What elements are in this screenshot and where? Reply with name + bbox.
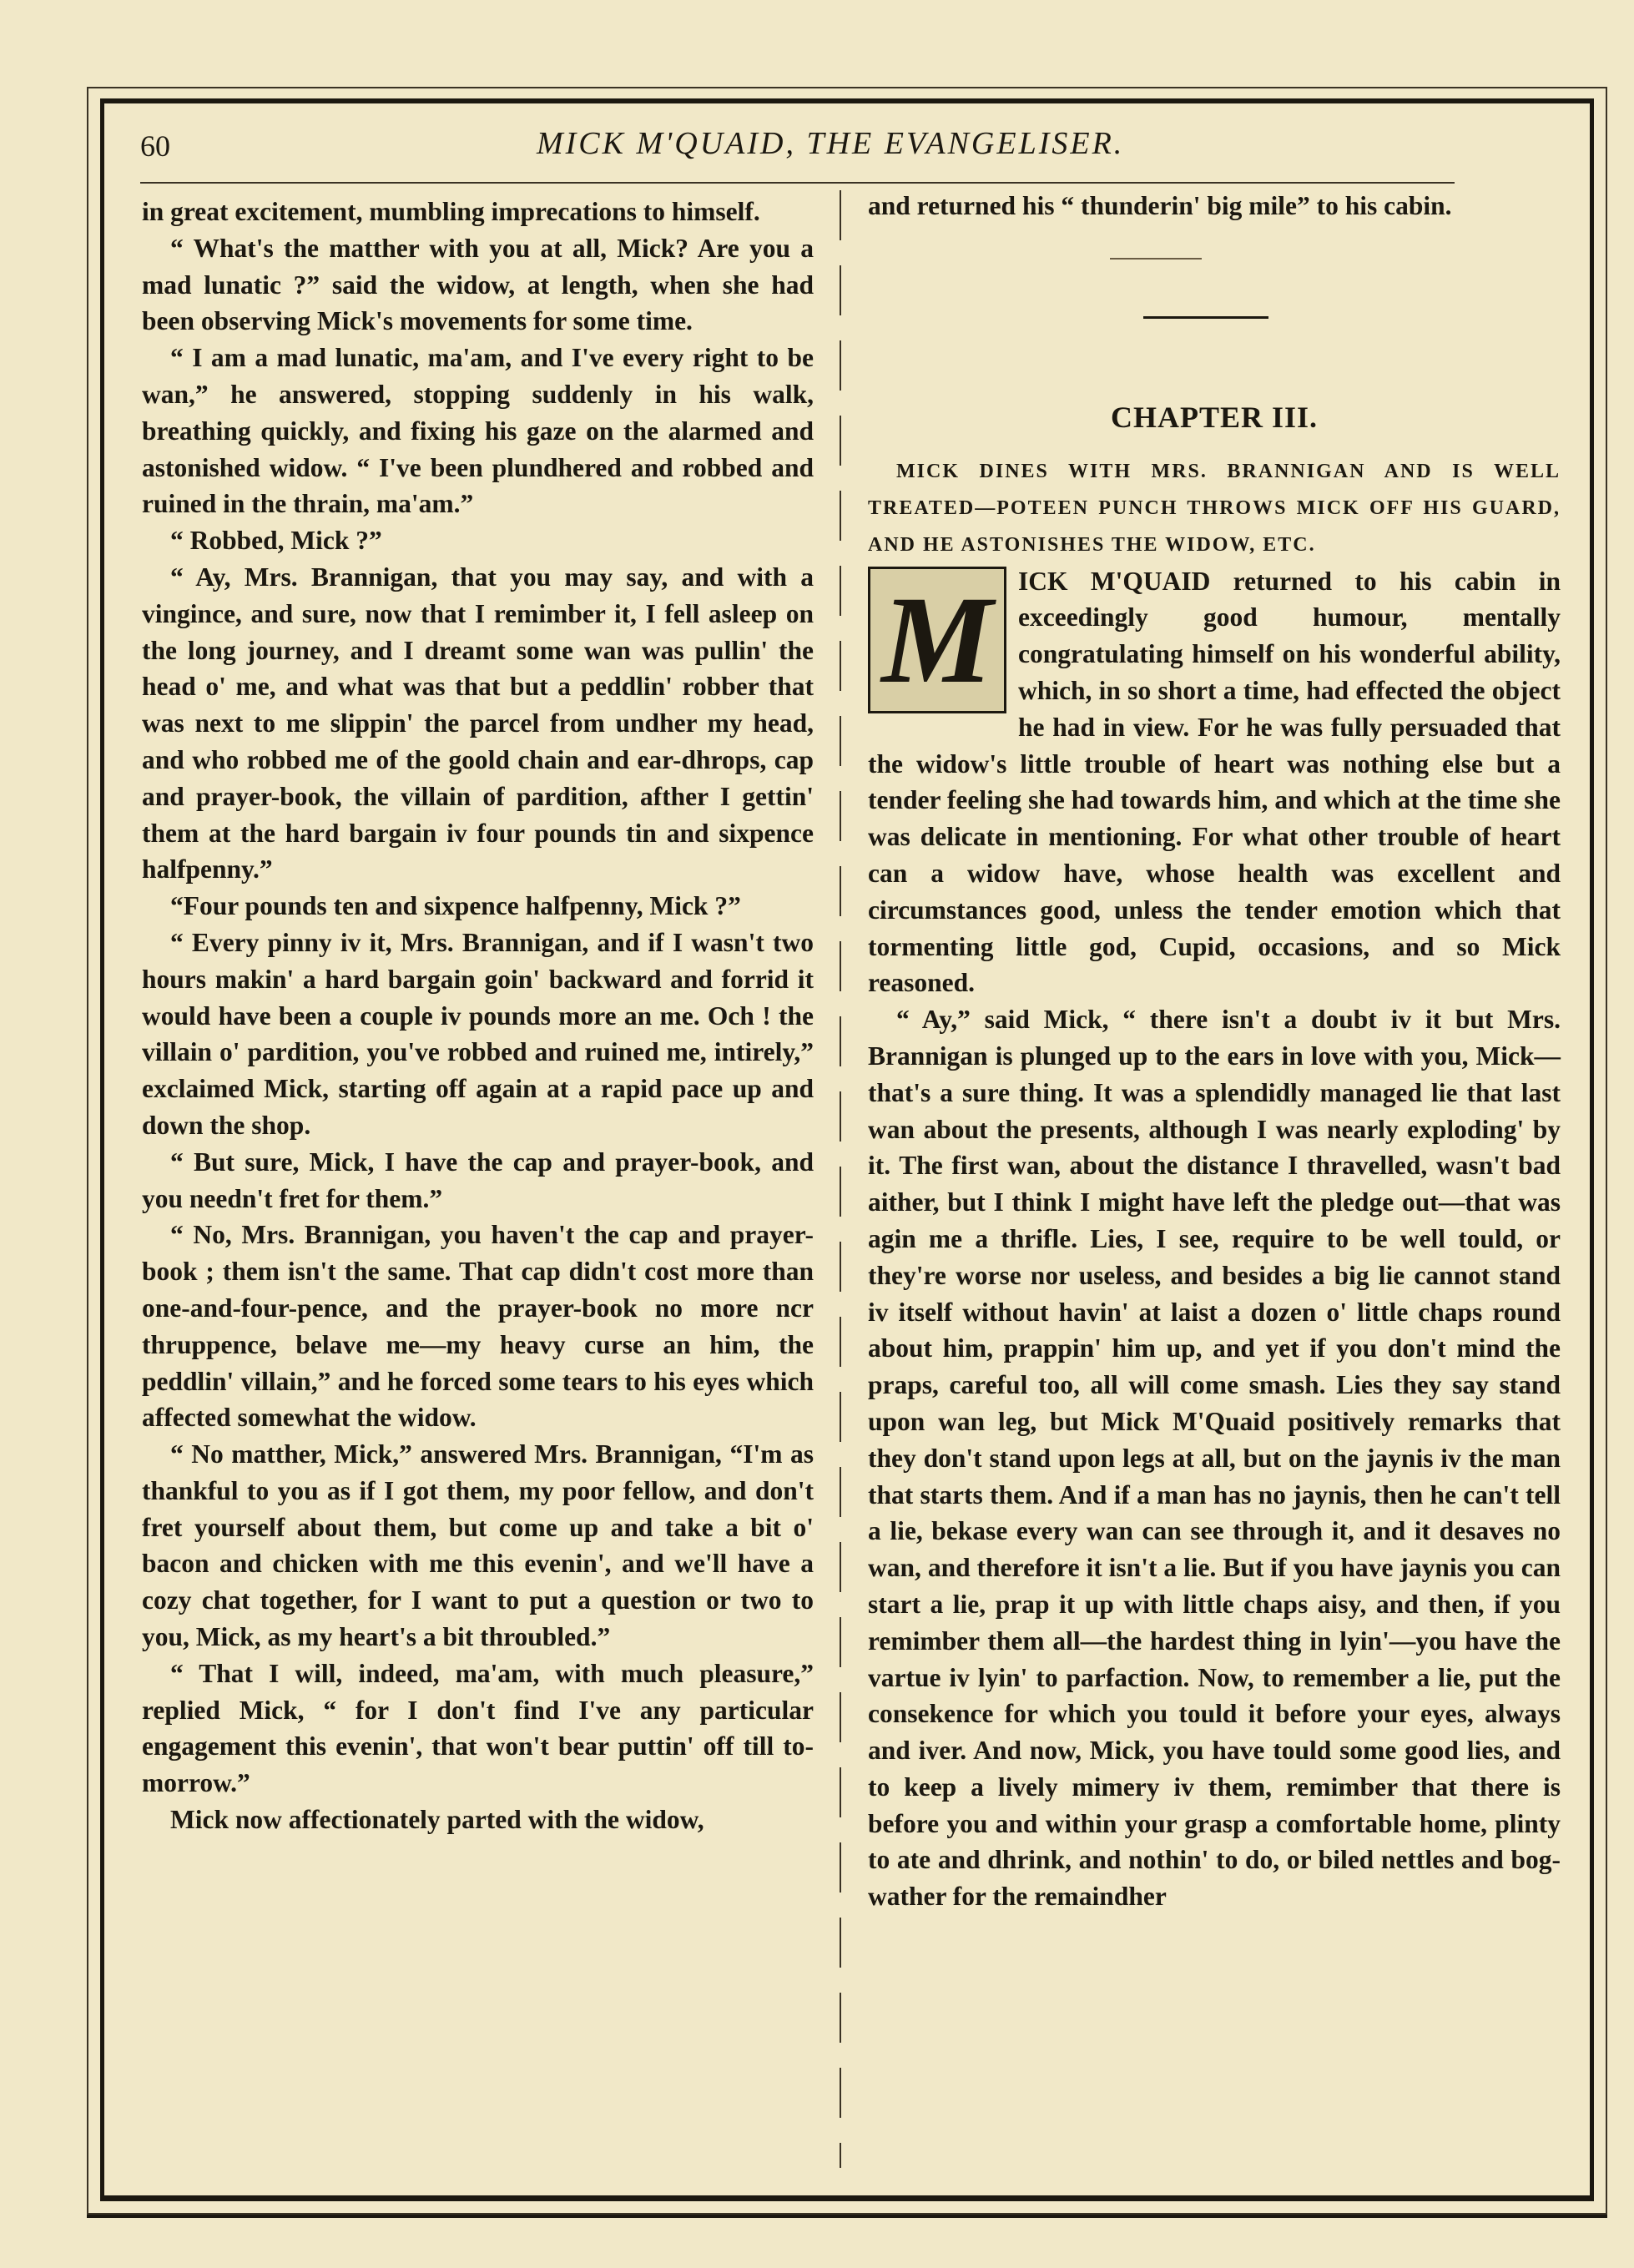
paragraph: “ But sure, Mick, I have the cap and prayer-book, and you needn't fret for them.” [142,1147,814,1213]
ornament-rule [1143,316,1268,319]
paragraph: “ Every pinny iv it, Mrs. Brannigan, and if I wasn't two hours makin' a hard bargain goin' backward and forrid it would have been a couple iv pounds more an me. Och ! the villain o' pardition, you've robbed and ruined me, intirely,” exclaimed Mick, starting off again at a rapid pace up and down the shop. [142,927,814,1140]
left-column [142,194,814,2163]
paragraph: “ Robbed, Mick ?” [170,526,382,556]
footer-rule [87,2215,1607,2218]
chapter-heading: CHAPTER III. [1110,400,1319,434]
paragraph: Mick now affectionately parted with the widow, [170,1805,704,1835]
paragraph: “Four pounds ten and sixpence halfpenny, Mick ?” [170,891,741,921]
paragraph: “ I am a mad lunatic, ma'am, and I've every right to be wan,” he answered, stopping suddenly in his walk, breathing quickly, and fixing his gaze on the alarmed and astonished widow. “ I've been plundhered and robbed and ruined in the thrain, ma'am.” [142,343,814,519]
paragraph: “ No matther, Mick,” answered Mrs. Brannigan, “I'm as thankful to you as if I got them, my poor fellow, and don't fret yourself about them, but come up and take a bit o' bacon and chicken with me this evenin', and we'll have a cozy chat together, for I want to put a question or two to you, Mick, as my heart's a bit throubled.” [142,1439,814,1652]
paragraph: “ Ay, Mrs. Brannigan, that you may say, and with a vingince, and sure, now that I remimber it, I fell asleep on the long journey, and I dreamt some wan was pullin' the head o' me, and what was that but a peddlin' robber that was next to me slippin' the parcel from undher my head, and who robbed me of the goold chain and ear-dhrops, cap and prayer-book, the villain of pardition, afther I gettin' them at the hard bargain iv four pounds tin and sixpence halfpenny.” [142,562,814,885]
paragraph: ICK M'QUAID returned to his cabin in exceedingly good humour, mentally congratulating himself on his wonderful ability, which, in so short a time, had effected the object he had in view. For he was fully persuaded that the widow's little trouble of heart was nothing else but a tender feeling she had towards him, and which at the time she was delicate in mentioning. For what other trouble of heart can a widow have, whose health was excellent and circumstances good, unless the tender emotion which that tormenting little god, Cupid, occasions, and so Mick reasoned. [868,566,1561,998]
paragraph: “ Ay,” said Mick, “ there isn't a doubt iv it but Mrs. Brannigan is plunged up to the ears in love with you, Mick—that's a sure thing. It was a splendidly managed lie that last wan about the presents, although I was nearly exploding' by it. The first wan, about the distance I thravelled, wasn't bad aither, but I think I might have left the pledge out—that was agin me a thrifle. Lies, I see, require to be well tould, or they're worse nor useless, and besides a big lie cannot stand iv itself without havin' at laist a dozen o' little chaps round about him, prappin' him up, and yet if you don't mind the praps, careful too, all will come smash. Lies they say stand upon wan leg, but Mick M'Quaid positively remarks that they don't stand upon legs at all, but on the jaynis iv the man that starts them. And if a man has no jaynis, then he can't tell a lie, bekase every wan can see through it, and it desaves no wan, and therefore it isn't a lie. But if you have jaynis you can start a lie, prap it up with little chaps aisy, and then, if you remimber them all—the hardest thing in lyin'—you have the vartue iv lyin' to parfaction. Now, to remember a lie, put the consekence for which you tould it before your eyes, always and iver. And now, Mick, you have tould some good lies, and to keep a lively mimery iv them, remimber that there is before you and within your grasp a comfortable home, plinty to ate and dhrink, and nothin' to do, or biled nettles and bog-wather for the remaindher [868,1005,1561,1912]
paragraph: “ No, Mrs. Brannigan, you haven't the cap and prayer-book ; them isn't the same. That cap didn't cost more than one-and-four-pence, and the prayer-book no more ncr thruppence, belave me—my heavy curse an him, the peddlin' villain,” and he forced some tears to his eyes which affected somewhat the widow. [142,1220,814,1433]
right-column [868,188,1561,2157]
page-header [140,125,1442,175]
ornament-dash [1110,258,1202,260]
section-ornament [868,224,1561,400]
running-title: MICK M'QUAID, THE EVANGELISER. [537,126,1125,161]
chapter-summary: MICK DINES WITH MRS. BRANNIGAN AND IS WELL TREATED—POTEEN PUNCH THROWS MICK OFF HIS GUARD, AND HE ASTONISHES THE WIDOW, ETC. [868,460,1561,556]
header-rule [140,182,1455,184]
page-number: 60 [140,129,170,163]
paragraph: in great excitement, mumbling imprecations to himself. [142,197,760,226]
paragraph: “ That I will, indeed, ma'am, with much pleasure,” replied Mick, “ for I don't find I've any particular engagement this evenin', that won't bear puttin' off till to-morrow.” [142,1658,814,1798]
continuation-paragraph: and returned his “ thunderin' big mile” to his cabin. [868,191,1452,220]
drop-cap: M [868,567,1006,713]
paragraph: “ What's the matther with you at all, Mick? Are you a mad lunatic ?” said the widow, at length, when she had been observing Mick's movements for some time. [142,233,814,336]
column-divider [840,190,841,2168]
